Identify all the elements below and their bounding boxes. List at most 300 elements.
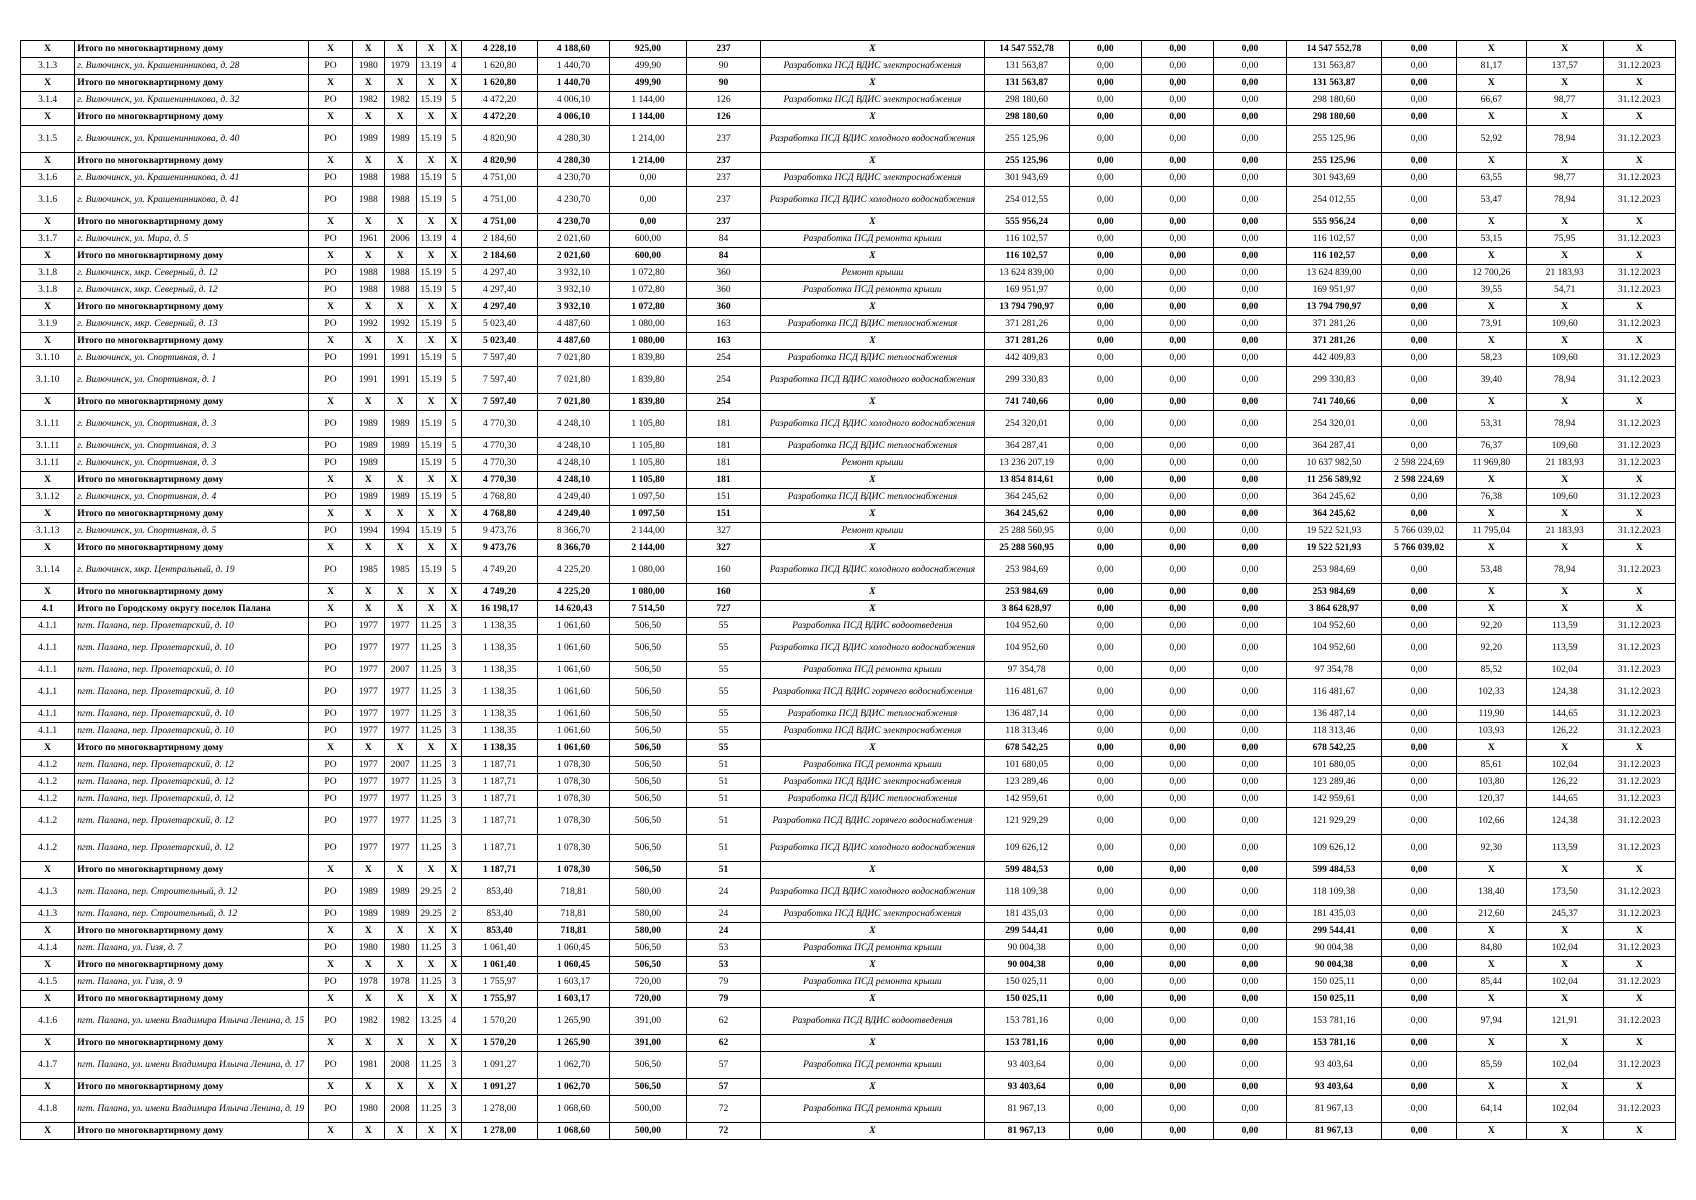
table-cell: РО [309, 557, 353, 584]
table-cell: 1988 [384, 170, 416, 187]
table-cell: 1 278,00 [462, 1123, 538, 1140]
table-cell: 1988 [352, 282, 384, 299]
table-cell: 4.1.7 [21, 1052, 75, 1079]
table-cell: 13 236 207,19 [984, 455, 1069, 472]
table-cell: X [352, 740, 384, 757]
table-cell: X [416, 214, 446, 231]
table-row [21, 557, 1676, 584]
table-cell: X [309, 153, 353, 170]
table-cell: 73,91 [1456, 316, 1526, 333]
table-cell: 2 021,60 [537, 231, 609, 248]
table-cell: X [309, 740, 353, 757]
table-cell: 4 820,90 [462, 153, 538, 170]
table-cell: Разработка ПСД ВДИС электроснабжения [761, 58, 984, 75]
table-cell: X [446, 991, 462, 1008]
table-cell: 0,00 [1382, 635, 1456, 662]
table-cell: 5 [446, 316, 462, 333]
table-cell: 0,00 [1214, 350, 1286, 367]
table-cell: X [1526, 740, 1603, 757]
table-cell: 104 952,60 [984, 618, 1069, 635]
table-cell: X [1526, 957, 1603, 974]
table-cell: 0,00 [1382, 957, 1456, 974]
table-cell: 11.25 [416, 1052, 446, 1079]
table-cell: 81,17 [1456, 58, 1526, 75]
table-cell: 1977 [352, 635, 384, 662]
table-cell: X [1456, 75, 1526, 92]
table-cell: 119,90 [1456, 706, 1526, 723]
table-cell: X [761, 923, 984, 940]
table-cell: X [1603, 1035, 1675, 1052]
table-cell: 1 603,17 [537, 974, 609, 991]
table-cell: 1988 [384, 265, 416, 282]
table-cell: 31.12.2023 [1603, 316, 1675, 333]
table-cell: 21 183,93 [1526, 265, 1603, 282]
table-cell: X [761, 214, 984, 231]
table-cell: 853,40 [462, 906, 538, 923]
table-cell: 1 138,35 [462, 740, 538, 757]
table-cell: 1 091,27 [462, 1052, 538, 1079]
table-row [21, 282, 1676, 299]
table-cell: 0,00 [1141, 974, 1213, 991]
table-total-row [21, 41, 1676, 58]
table-cell: X [309, 601, 353, 618]
table-cell: пгт. Палана, пер. Пролетарский, д. 10 [75, 679, 309, 706]
table-cell: X [352, 109, 384, 126]
table-cell: 0,00 [1214, 506, 1286, 523]
table-cell: 0,00 [1214, 1096, 1286, 1123]
table-cell: г. Вилючинск, ул. Спортивная, д. 4 [75, 489, 309, 506]
table-cell: РО [309, 282, 353, 299]
table-cell: 51 [686, 791, 760, 808]
table-cell: пгт. Палана, пер. Пролетарский, д. 10 [75, 706, 309, 723]
table-cell: 0,00 [1069, 153, 1141, 170]
table-cell: 1 187,71 [462, 808, 538, 835]
table-cell: 0,00 [1382, 187, 1456, 214]
table-cell: X [1456, 299, 1526, 316]
table-row [21, 350, 1676, 367]
table-cell: 78,94 [1526, 367, 1603, 394]
table-cell: 371 281,26 [984, 333, 1069, 350]
table-cell: 0,00 [1214, 109, 1286, 126]
table-cell: 0,00 [1382, 808, 1456, 835]
table-cell: РО [309, 679, 353, 706]
table-cell: 97 354,78 [984, 662, 1069, 679]
table-cell: X [1456, 540, 1526, 557]
table-cell: X [761, 394, 984, 411]
table-cell: 255 125,96 [984, 153, 1069, 170]
table-cell: X [21, 991, 75, 1008]
table-row [21, 679, 1676, 706]
table-cell: 121,91 [1526, 1008, 1603, 1035]
table-cell: 1 062,70 [537, 1079, 609, 1096]
table-total-row [21, 991, 1676, 1008]
table-cell: 0,00 [1214, 153, 1286, 170]
table-cell: РО [309, 455, 353, 472]
table-cell: РО [309, 489, 353, 506]
table-cell: 13 794 790,97 [1286, 299, 1382, 316]
table-cell: X [384, 299, 416, 316]
table-cell: X [384, 740, 416, 757]
table-cell: X [21, 75, 75, 92]
table-cell: X [1456, 248, 1526, 265]
table-cell: РО [309, 808, 353, 835]
table-cell: 0,00 [1382, 757, 1456, 774]
table-cell: 0,00 [1214, 411, 1286, 438]
table-cell: 4 487,60 [537, 333, 609, 350]
table-row [21, 411, 1676, 438]
table-cell: 0,00 [1141, 489, 1213, 506]
table-cell: 506,50 [610, 635, 687, 662]
table-cell: X [761, 41, 984, 58]
table-cell: 1989 [384, 906, 416, 923]
table-cell: 4.1.1 [21, 679, 75, 706]
table-cell: 78,94 [1526, 126, 1603, 153]
table-cell: 0,00 [1069, 1035, 1141, 1052]
table-cell: 0,00 [1214, 41, 1286, 58]
table-cell: X [21, 153, 75, 170]
table-cell: г. Вилючинск, ул. Крашенинникова, д. 41 [75, 187, 309, 214]
table-cell: X [384, 153, 416, 170]
table-cell: 9 473,76 [462, 540, 538, 557]
table-cell: 0,00 [1214, 991, 1286, 1008]
table-cell: 299 544,41 [1286, 923, 1382, 940]
table-cell: X [446, 584, 462, 601]
table-cell: 4 768,80 [462, 489, 538, 506]
table-cell: 0,00 [1141, 879, 1213, 906]
table-cell: 173,50 [1526, 879, 1603, 906]
table-total-row [21, 248, 1676, 265]
table-cell: 116 102,57 [984, 248, 1069, 265]
table-cell: X [384, 41, 416, 58]
table-cell: 1 440,70 [537, 58, 609, 75]
table-cell: X [21, 957, 75, 974]
table-cell: 0,00 [1382, 1096, 1456, 1123]
table-cell: 364 287,41 [1286, 438, 1382, 455]
table-cell: 0,00 [1214, 214, 1286, 231]
table-cell: 13.19 [416, 58, 446, 75]
table-cell: X [1456, 740, 1526, 757]
table-cell: X [21, 333, 75, 350]
table-cell: 0,00 [1214, 170, 1286, 187]
table-cell: 4.1.6 [21, 1008, 75, 1035]
table-cell: 31.12.2023 [1603, 706, 1675, 723]
table-cell: 15.19 [416, 316, 446, 333]
table-cell: 8 366,70 [537, 540, 609, 557]
table-cell: 53 [686, 940, 760, 957]
table-cell: 1982 [352, 1008, 384, 1035]
table-cell: 0,00 [1141, 923, 1213, 940]
table-cell: X [761, 601, 984, 618]
table-cell: 55 [686, 723, 760, 740]
table-cell: 11.25 [416, 618, 446, 635]
table-cell: 79 [686, 974, 760, 991]
table-cell: 2006 [384, 231, 416, 248]
table-row [21, 92, 1676, 109]
table-cell: 0,00 [1214, 282, 1286, 299]
table-cell: 364 245,62 [984, 489, 1069, 506]
table-cell: 4.1.2 [21, 808, 75, 835]
table-cell: 1977 [352, 662, 384, 679]
table-cell: 1989 [384, 126, 416, 153]
table-cell: 1 265,90 [537, 1035, 609, 1052]
table-cell: 0,00 [1141, 367, 1213, 394]
table-cell: 5 [446, 170, 462, 187]
table-cell: 0,00 [1382, 1035, 1456, 1052]
table-cell: РО [309, 231, 353, 248]
table-cell: 4 749,20 [462, 584, 538, 601]
table-cell: 2007 [384, 757, 416, 774]
table-cell: 3 [446, 723, 462, 740]
table-cell: X [416, 601, 446, 618]
table-cell: 121 929,29 [984, 808, 1069, 835]
table-cell: 1 105,80 [610, 438, 687, 455]
table-cell: 138,40 [1456, 879, 1526, 906]
table-cell: 0,00 [1069, 635, 1141, 662]
table-cell: 13 624 839,00 [984, 265, 1069, 282]
table-total-row [21, 506, 1676, 523]
table-cell: РО [309, 1052, 353, 1079]
table-cell: 85,61 [1456, 757, 1526, 774]
table-cell: 1977 [352, 757, 384, 774]
table-cell: X [309, 923, 353, 940]
table-cell: пгт. Палана, ул. имени Владимира Ильича Ленина, д. 19 [75, 1096, 309, 1123]
table-cell: 0,00 [1069, 618, 1141, 635]
table-cell: 1991 [352, 367, 384, 394]
table-cell: X [1526, 862, 1603, 879]
table-cell: 4 770,30 [462, 411, 538, 438]
table-cell: 53,47 [1456, 187, 1526, 214]
table-cell: 4 820,90 [462, 126, 538, 153]
table-cell: 0,00 [1069, 187, 1141, 214]
table-cell: 11.25 [416, 1096, 446, 1123]
table-cell: 0,00 [1214, 455, 1286, 472]
table-cell: 1 080,00 [610, 584, 687, 601]
table-cell: X [446, 248, 462, 265]
table-cell: 555 956,24 [984, 214, 1069, 231]
table-cell: Разработка ПСД ВДИС электроснабжения [761, 170, 984, 187]
table-cell: X [1456, 1123, 1526, 1140]
table-cell: 5 [446, 367, 462, 394]
table-cell: 15.19 [416, 489, 446, 506]
table-cell: 1 187,71 [462, 791, 538, 808]
table-cell: 2 144,00 [610, 540, 687, 557]
table-cell: 3.1.9 [21, 316, 75, 333]
table-cell: 0,00 [1069, 879, 1141, 906]
table-cell: 0,00 [1214, 523, 1286, 540]
table-cell: 0,00 [1382, 906, 1456, 923]
table-cell: 0,00 [1141, 126, 1213, 153]
table-cell: 500,00 [610, 1123, 687, 1140]
table-cell: 506,50 [610, 1079, 687, 1096]
table-cell: X [1526, 109, 1603, 126]
table-cell: 1977 [384, 835, 416, 862]
table-cell: 126 [686, 92, 760, 109]
table-cell: г. Вилючинск, ул. Крашенинникова, д. 28 [75, 58, 309, 75]
table-cell: 1 068,60 [537, 1096, 609, 1123]
table-cell: 0,00 [1069, 679, 1141, 706]
table-cell: X [761, 333, 984, 350]
table-cell: 1980 [352, 940, 384, 957]
table-cell: 3.1.10 [21, 350, 75, 367]
table-cell: Разработка ПСД ВДИС теплоснабжения [761, 706, 984, 723]
table-cell: 3 [446, 635, 462, 662]
table-cell: 98,77 [1526, 92, 1603, 109]
table-cell: 3.1.6 [21, 187, 75, 214]
table-cell: 1 061,40 [462, 940, 538, 957]
table-cell: 5 [446, 523, 462, 540]
table-cell: 118 109,38 [1286, 879, 1382, 906]
table-cell: 0,00 [1069, 58, 1141, 75]
table-cell: 93 403,64 [984, 1079, 1069, 1096]
table-cell: 0,00 [1069, 601, 1141, 618]
table-cell: 142 959,61 [1286, 791, 1382, 808]
table-cell: 0,00 [1382, 923, 1456, 940]
table-cell: X [352, 75, 384, 92]
table-cell: X [1603, 109, 1675, 126]
table-cell: X [1456, 394, 1526, 411]
table-cell: 55 [686, 679, 760, 706]
table-cell: 113,59 [1526, 835, 1603, 862]
table-row [21, 1096, 1676, 1123]
table-cell: X [384, 1123, 416, 1140]
table-cell: 85,59 [1456, 1052, 1526, 1079]
table-cell: 62 [686, 1008, 760, 1035]
table-cell: 1 144,00 [610, 109, 687, 126]
table-cell: X [446, 1035, 462, 1052]
table-cell: Ремонт крыши [761, 523, 984, 540]
table-cell: 0,00 [1214, 265, 1286, 282]
table-cell: X [416, 153, 446, 170]
table-cell: X [446, 394, 462, 411]
table-cell: X [309, 333, 353, 350]
table-cell: 0,00 [1141, 265, 1213, 282]
table-row [21, 438, 1676, 455]
table-cell: X [761, 1123, 984, 1140]
table-cell: X [1456, 862, 1526, 879]
table-cell: 0,00 [1069, 75, 1141, 92]
table-cell: Разработка ПСД ВДИС водоотведения [761, 618, 984, 635]
table-cell: Итого по многоквартирному дому [75, 41, 309, 58]
table-cell: 1 187,71 [462, 862, 538, 879]
table-cell: 76,37 [1456, 438, 1526, 455]
table-cell: X [21, 214, 75, 231]
table-cell: 0,00 [1141, 774, 1213, 791]
table-cell: 0,00 [1069, 1008, 1141, 1035]
table-cell: X [21, 740, 75, 757]
table-cell: 0,00 [1141, 1079, 1213, 1096]
table-cell: 55 [686, 706, 760, 723]
table-cell: 0,00 [1382, 991, 1456, 1008]
table-cell: 506,50 [610, 1052, 687, 1079]
table-cell: 299 544,41 [984, 923, 1069, 940]
table-cell: 301 943,69 [984, 170, 1069, 187]
table-cell: Итого по многоквартирному дому [75, 584, 309, 601]
table-cell: 599 484,53 [984, 862, 1069, 879]
table-cell: 0,00 [1069, 455, 1141, 472]
table-cell: X [309, 75, 353, 92]
table-cell: 0,00 [1141, 991, 1213, 1008]
table-cell: 55 [686, 635, 760, 662]
table-cell: 298 180,60 [1286, 92, 1382, 109]
table-cell: X [1456, 506, 1526, 523]
table-cell: Итого по многоквартирному дому [75, 333, 309, 350]
table-cell: РО [309, 835, 353, 862]
table-cell: 1982 [384, 92, 416, 109]
table-cell: X [761, 75, 984, 92]
table-cell: 1 839,80 [610, 394, 687, 411]
table-cell: 0,00 [1382, 41, 1456, 58]
table-cell: X [384, 109, 416, 126]
table-cell: 169 951,97 [984, 282, 1069, 299]
table-cell: 1961 [352, 231, 384, 248]
table-cell: 15.19 [416, 367, 446, 394]
table-cell: Итого по многоквартирному дому [75, 957, 309, 974]
table-cell: X [352, 394, 384, 411]
table-cell: 81 967,13 [1286, 1096, 1382, 1123]
table-cell: 1 072,80 [610, 265, 687, 282]
table-cell: 0,00 [1214, 248, 1286, 265]
table-cell: 31.12.2023 [1603, 1052, 1675, 1079]
table-cell: 1 755,97 [462, 974, 538, 991]
table-cell: 4 751,00 [462, 187, 538, 214]
table-cell: 124,38 [1526, 679, 1603, 706]
table-cell: Разработка ПСД ВДИС теплоснабжения [761, 438, 984, 455]
table-cell: 600,00 [610, 231, 687, 248]
table-cell: 1977 [352, 618, 384, 635]
table-cell: 39,55 [1456, 282, 1526, 299]
table-cell: X [1526, 506, 1603, 523]
table-cell: 0,00 [1382, 214, 1456, 231]
table-cell: X [309, 540, 353, 557]
table-cell: 0,00 [1382, 92, 1456, 109]
table-cell: 0,00 [1214, 92, 1286, 109]
table-cell: 0,00 [1069, 170, 1141, 187]
table-cell: 500,00 [610, 1096, 687, 1123]
table-cell: X [446, 1123, 462, 1140]
table-cell: 0,00 [1069, 584, 1141, 601]
table-cell: X [416, 394, 446, 411]
table-row [21, 316, 1676, 333]
table-cell: 109,60 [1526, 438, 1603, 455]
table-cell: 0,00 [1214, 791, 1286, 808]
table-row [21, 774, 1676, 791]
table-cell: 0,00 [1214, 879, 1286, 906]
table-cell: Итого по многоквартирному дому [75, 991, 309, 1008]
table-cell: Разработка ПСД ВДИС электроснабжения [761, 774, 984, 791]
table-cell: 84 [686, 231, 760, 248]
table-cell: пгт. Палана, пер. Пролетарский, д. 10 [75, 618, 309, 635]
table-cell: X [1526, 1035, 1603, 1052]
table-cell: 0,00 [1069, 214, 1141, 231]
table-cell: РО [309, 523, 353, 540]
table-cell: 1 061,60 [537, 618, 609, 635]
table-cell: 1 072,80 [610, 299, 687, 316]
table-cell: X [309, 862, 353, 879]
table-cell: 11.25 [416, 635, 446, 662]
table-cell: X [761, 991, 984, 1008]
table-row [21, 489, 1676, 506]
table-cell: 142 959,61 [984, 791, 1069, 808]
table-cell: 0,00 [1069, 1052, 1141, 1079]
table-cell: 327 [686, 540, 760, 557]
table-cell: 150 025,11 [1286, 991, 1382, 1008]
table-cell: 31.12.2023 [1603, 618, 1675, 635]
table-cell: X [21, 394, 75, 411]
table-cell: X [21, 862, 75, 879]
table-row [21, 757, 1676, 774]
table-cell: 31.12.2023 [1603, 282, 1675, 299]
table-cell: 109,60 [1526, 350, 1603, 367]
